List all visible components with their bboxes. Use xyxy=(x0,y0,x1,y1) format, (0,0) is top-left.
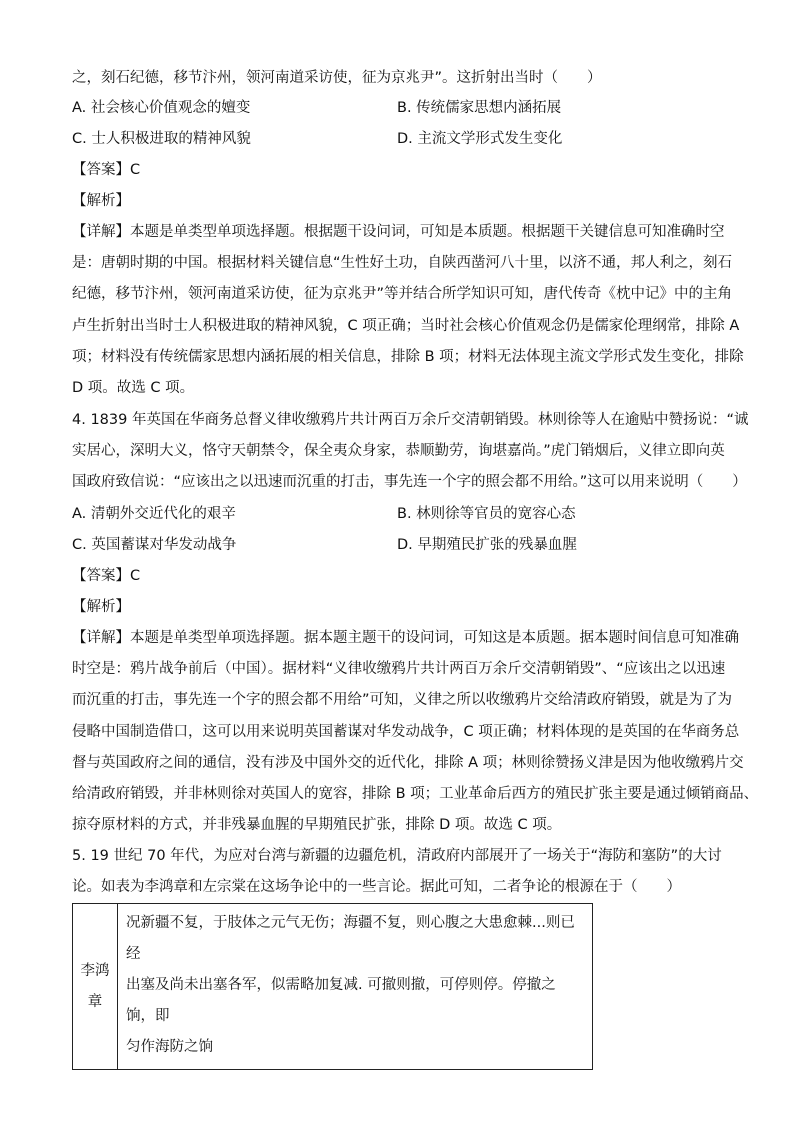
q5-stem-line: 论。如表为李鸿章和左宗棠在这场争论中的一些言论。据此可知，二者争论的根源在于（ ） xyxy=(72,879,681,895)
q3-answer: 【答案】C xyxy=(72,162,141,178)
q3-detail-line: 是：唐朝时期的中国。根据材料关键信息“生性好土功，自陕西凿河八十里，以济不通，邦人利之，刻石 xyxy=(72,255,733,271)
q3-detail-line: 项；材料没有传统儒家思想内涵拓展的相关信息，排除 B 项；材料无法体现主流文学形式发生变化，排除 xyxy=(72,349,744,365)
q3-option-d[interactable]: D. 主流文学形式发生变化 xyxy=(397,131,563,147)
q4-detail-line: 给清政府销毁，并非林则徐对英国人的宽容，排除 B 项；工业革命后西方的殖民扩张主要是通过倾销商品、 xyxy=(72,786,759,802)
q4-detail-line: 而沉重的打击，事先连一个字的照会都不用给”可知，义律之所以收缴鸦片交给清政府销毁，就是为了为 xyxy=(72,692,733,708)
speaker-name-line: 章 xyxy=(87,993,103,1010)
q3-detail-line: D 项。故选 C 项。 xyxy=(72,380,195,396)
q3-option-b[interactable]: B. 传统儒家思想内涵拓展 xyxy=(397,100,562,116)
q4-analysis-label: 【解析】 xyxy=(72,599,130,615)
q4-detail-line: 督与英国政府之间的通信，没有涉及中国外交的近代化，排除 A 项；林则徐赞扬义津是因为他收缴鸦片交 xyxy=(72,755,744,771)
q5-stem-line: 5. 19 世纪 70 年代，为应对台湾与新疆的边疆危机，清政府内部展开了一场关于“海防和塞防”的大讨 xyxy=(72,848,722,864)
q3-analysis-label: 【解析】 xyxy=(72,193,130,209)
table-row xyxy=(73,904,593,1070)
q4-detail-line: 侵略中国制造借口，这可以用来说明英国蓄谋对华发动战争，C 项正确；材料体现的是英国的在华商务总 xyxy=(72,724,740,740)
quote-cell xyxy=(118,904,593,1070)
q3-stem-tail: 之，刻石纪德，移节汴州，领河南道采访使，征为京兆尹”。这折射出当时（ ） xyxy=(72,70,602,86)
quote-line: 况新疆不复，于肢体之元气无伤；海疆不复，则心腹之大患愈棘...则已经 xyxy=(126,915,575,962)
q4-detail-line: 【详解】本题是单类型单项选择题。据本题主题干的设问词，可知这是本质题。据本题时间信息可知准确 xyxy=(72,630,739,646)
q3-option-c[interactable]: C. 士人积极进取的精神风貌 xyxy=(72,131,251,147)
q3-detail-line: 卢生折射出当时士人积极进取的精神风貌，C 项正确；当时社会核心价值观念仍是儒家伦理纲常，排除 A xyxy=(72,318,740,334)
q3-detail-line: 纪德，移节汴州，领河南道采访使，征为京兆尹”等并结合所学知识可知，唐代传奇《枕中记》中的主角 xyxy=(72,286,733,302)
speaker-cell xyxy=(73,904,118,1070)
q4-detail-line: 时空是：鸦片战争前后（中国）。据材料“义律收缴鸦片共计两百万余斤交清朝销毁”、“应该出之以迅速 xyxy=(72,661,726,677)
q4-stem-line: 实居心，深明大义，恪守天朝禁令，保全夷众身家，恭顺勤劳，询堪嘉尚。”虎门销烟后，义律立即向英 xyxy=(72,443,725,459)
speaker-name-line: 李鸿 xyxy=(80,962,110,979)
q3-option-a[interactable]: A. 社会核心价值观念的嬗变 xyxy=(72,100,251,116)
q3-detail-line: 【详解】本题是单类型单项选择题。根据题干设问词，可知是本质题。根据题干关键信息可知准确时空 xyxy=(72,224,725,240)
q4-option-a[interactable]: A. 清朝外交近代化的艰辛 xyxy=(72,506,236,522)
q4-stem-line: 4. 1839 年英国在华商务总督义律收缴鸦片共计两百万余斤交清朝销毁。林则徐等人在逾贴中赞扬说：“诚 xyxy=(72,412,749,428)
quote-line: 出塞及尚未出塞各军，似需略加复减. 可撤则撤，可停则停。停撤之饷，即 xyxy=(126,977,556,1024)
q4-detail-line: 掠夺原材料的方式，并非残暴血腥的早期殖民扩张，排除 D 项。故选 C 项。 xyxy=(72,817,562,833)
q4-option-c[interactable]: C. 英国蓄谋对华发动战争 xyxy=(72,537,237,553)
q4-answer: 【答案】C xyxy=(72,568,141,584)
q4-stem-line: 国政府致信说：“应该出之以迅速而沉重的打击，事先连一个字的照会都不用给。”这可以用来说明（ ） xyxy=(72,474,747,490)
q5-quote-table xyxy=(72,903,593,1070)
quote-line: 匀作海防之饷 xyxy=(126,1039,213,1055)
q4-option-b[interactable]: B. 林则徐等官员的宽容心态 xyxy=(397,506,576,522)
q4-option-d[interactable]: D. 早期殖民扩张的残暴血腥 xyxy=(397,537,577,553)
